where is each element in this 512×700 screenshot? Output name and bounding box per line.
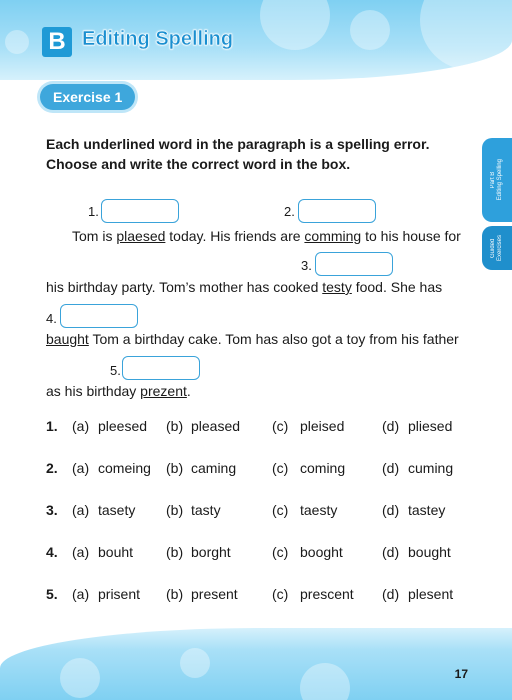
option-word[interactable]: prisent xyxy=(98,586,141,602)
answer-box-2[interactable] xyxy=(298,199,376,223)
exercise-label: Exercise 1 xyxy=(40,84,135,110)
paragraph-text: to his house for xyxy=(361,228,461,244)
option-key[interactable]: (a) xyxy=(72,502,90,518)
question-number: 1. xyxy=(46,418,58,434)
question-number: 2. xyxy=(46,460,58,476)
section-letter-badge: B xyxy=(42,27,72,57)
side-tab-editing-spelling[interactable] xyxy=(482,138,512,222)
page-number: 17 xyxy=(454,667,468,681)
option-key[interactable]: (b) xyxy=(166,544,184,560)
paragraph-text: Tom is xyxy=(72,228,117,244)
instructions-text: Each underlined word in the paragraph is a spelling error. Choose and write the correct word in the box. xyxy=(46,136,430,172)
option-word[interactable]: pleased xyxy=(191,418,241,434)
option-word[interactable]: plesent xyxy=(408,586,454,602)
option-key[interactable]: (b) xyxy=(166,586,184,602)
side-tab-guided-exercises[interactable] xyxy=(482,226,512,270)
option-word[interactable]: pleesed xyxy=(98,418,148,434)
answer-box-1[interactable] xyxy=(101,199,179,223)
option-key[interactable]: (d) xyxy=(382,418,400,434)
answer-box-3[interactable] xyxy=(315,252,393,276)
paragraph-line-4 xyxy=(46,383,191,399)
side-tab-label: Guided Exercises xyxy=(490,235,503,262)
option-word[interactable]: coming xyxy=(300,460,346,476)
option-key[interactable]: (d) xyxy=(382,502,400,518)
option-word[interactable]: taesty xyxy=(300,502,338,518)
answer-box-4[interactable] xyxy=(60,304,138,328)
paragraph-line-1 xyxy=(72,228,461,244)
option-key[interactable]: (a) xyxy=(72,418,90,434)
paragraph-text: food. She has xyxy=(351,279,443,295)
box-label-1: 1. xyxy=(88,204,99,219)
question-row xyxy=(46,460,466,480)
option-word[interactable]: bought xyxy=(408,544,451,560)
answer-box-5[interactable] xyxy=(122,356,200,380)
option-key[interactable]: (d) xyxy=(382,586,400,602)
option-key[interactable]: (b) xyxy=(166,460,184,476)
footer-band xyxy=(0,628,512,700)
option-word[interactable]: tasety xyxy=(98,502,136,518)
option-key[interactable]: (a) xyxy=(72,460,90,476)
misspelled-word-5: prezent xyxy=(140,383,187,399)
option-word[interactable]: prescent xyxy=(300,586,354,602)
option-word[interactable]: pliesed xyxy=(408,418,453,434)
option-key[interactable]: (b) xyxy=(166,418,184,434)
bubble-decoration xyxy=(420,0,512,70)
option-word[interactable]: pleised xyxy=(300,418,345,434)
misspelled-word-1: plaesed xyxy=(116,228,166,244)
side-tab-part: Part B xyxy=(490,171,496,189)
bubble-decoration xyxy=(350,10,390,50)
question-row xyxy=(46,544,466,564)
box-label-5: 5. xyxy=(110,363,121,378)
paragraph-line-3 xyxy=(46,331,459,347)
question-row xyxy=(46,586,466,606)
paragraph-text: . xyxy=(186,383,191,399)
question-row xyxy=(46,418,466,438)
option-word[interactable]: tastey xyxy=(408,502,446,518)
option-key[interactable]: (d) xyxy=(382,544,400,560)
header-band xyxy=(0,0,512,80)
option-word[interactable]: booght xyxy=(300,544,343,560)
question-row xyxy=(46,502,466,522)
option-word[interactable]: present xyxy=(191,586,238,602)
box-label-2: 2. xyxy=(284,204,295,219)
option-word[interactable]: cuming xyxy=(408,460,454,476)
question-number: 4. xyxy=(46,544,58,560)
option-key[interactable]: (b) xyxy=(166,502,184,518)
option-word[interactable]: bouht xyxy=(98,544,134,560)
paragraph-text: Tom a birthday cake. Tom has also got a toy from his father xyxy=(88,331,459,347)
question-number: 5. xyxy=(46,586,58,602)
option-word[interactable]: comeing xyxy=(98,460,151,476)
question-number: 3. xyxy=(46,502,58,518)
paragraph-text: as his birthday xyxy=(46,383,141,399)
side-tab-topic: Editing Spelling xyxy=(497,159,503,201)
bubble-decoration xyxy=(5,30,29,54)
option-key[interactable]: (a) xyxy=(72,544,90,560)
bubble-decoration xyxy=(60,658,100,698)
bubble-decoration xyxy=(300,663,350,700)
misspelled-word-2: comming xyxy=(304,228,362,244)
option-key[interactable]: (c) xyxy=(272,502,289,518)
paragraph-text: today. His friends are xyxy=(165,228,305,244)
option-word[interactable]: caming xyxy=(191,460,237,476)
misspelled-word-3: testy xyxy=(322,279,352,295)
option-key[interactable]: (c) xyxy=(272,418,289,434)
section-title: Editing Spelling xyxy=(82,28,234,50)
box-label-4: 4. xyxy=(46,311,57,326)
option-key[interactable]: (d) xyxy=(382,460,400,476)
option-key[interactable]: (a) xyxy=(72,586,90,602)
paragraph-line-2 xyxy=(46,279,442,295)
option-key[interactable]: (c) xyxy=(272,460,289,476)
paragraph-text: his birthday party. Tom’s mother has cooked xyxy=(46,279,323,295)
option-word[interactable]: tasty xyxy=(191,502,221,518)
bubble-decoration xyxy=(180,648,210,678)
bubble-decoration xyxy=(260,0,330,50)
box-label-3: 3. xyxy=(301,258,312,273)
option-key[interactable]: (c) xyxy=(272,544,289,560)
option-word[interactable]: borght xyxy=(191,544,231,560)
option-key[interactable]: (c) xyxy=(272,586,289,602)
misspelled-word-4: baught xyxy=(46,331,89,347)
